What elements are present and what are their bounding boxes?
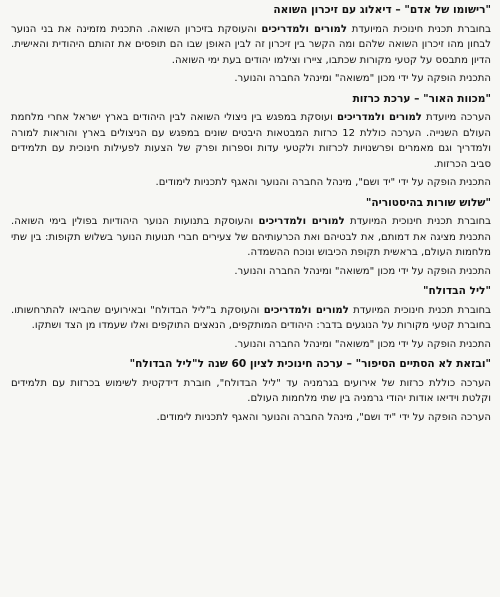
section-uvezot-lo-histayem [11, 357, 491, 425]
section-body: בחוברת תכנית חינוכית המיועדת למורים ולמדריכים והעוסקת ב"ליל הבדולח" ובאירועים שהביאו להתרחשותו. בחוברת קטעי מקורות על הנוגעים בדבר: היהודים המותקפים, הנאצים התוקפים ואלו שעמדו מן הצד ושתקו. [11, 304, 491, 331]
section-mikhvot-haor [11, 92, 491, 191]
section-reshumo-shel-adam [11, 3, 491, 87]
section-title: "רישומו של אדם" – דיאלוג עם זיכרון השואה [273, 4, 491, 16]
section-producer: התכנית הופקה על ידי "יד ושם", מינהל החברה והנוער והאגף לתכניות לימודים. [155, 177, 491, 188]
section-title: "שלוש שורות בהיסטוריה" [365, 196, 491, 209]
section-producer: התכנית הופקה על ידי מכון "משואה" ומינהל החברה והנוער. [234, 338, 491, 350]
section-title: "ובזאת לא הסתיים הסיפור" – ערכה חינוכית לציון 60 שנה ל"ליל הבדולח" [129, 358, 491, 370]
section-producer: הערכה הופקה על ידי "יד ושם", מינהל החברה והנוער והאגף לתכניות לימודים. [156, 411, 491, 423]
section-body: בחוברת תכנית חינוכית המיועדת למורים ולמדריכים והעוסקת בתנועות הנוער היהודיות בפולין בימי השואה. התכנית מציגה את דמותם, את לבטיהם ואת הכרעותיהם של צעירים חברי תנועות הנוער בשלוש תקופות: בין שתי מלחמות העולם, בראשית תקופת הכיבוש ונוכח ההשמדה. [11, 216, 491, 258]
section-body: הערכה כוללת כרזות של אירועים בגרמניה עד "ליל הבדולח", חוברת דידקטית לשימוש בכרזות עם תלמידים וקלטת וידיאו אודות יהודי גרמניה בין שתי מלחמות העולם. [11, 377, 491, 404]
section-shalosh-shurot [11, 196, 491, 280]
section-title: "ליל הבדולח" [423, 285, 491, 297]
section-body: הערכה מיועדת למורים ולמדריכים ועוסקת במפגש בין ניצולי השואה לבין היהודים בארץ ישראל אחרי מלחמת העולם השנייה. הערכה כוללת 12 כרזות המבטאות היבטים שונים במפגש עם הניצולים בארץ והוראות למורה ולמדריך וגם מאמרים ופרשנויות לכרזות ולקטעי עדות וספרות ופרק של הצעות לפעילות חינוכית עם תלמידים סביב הכרזות. [11, 112, 491, 170]
section-leil-habdolah [11, 284, 491, 352]
section-producer: התכנית הופקה על ידי מכון "משואה" ומינהל החברה והנוער. [234, 265, 491, 277]
section-body: בחוברת תכנית חינוכית המיועדת למורים ולמדריכים והעוסקת בזיכרון השואה. התכנית מזמינה את בני הנוער לבחון מהו זיכרון השואה שלהם ומה הקשר בין זיכרון זה לבין האופן שבו הם תופסים את זהותם היהודית והאישית. הדיון מתבסס על קטעי מקורות שכתבו, ציירו וצילמו יהודים בעת ימי השואה. [11, 23, 491, 66]
section-title: "מכוות האור" – ערכת כרזות [352, 92, 491, 105]
section-producer: התכנית הופקה על ידי מכון "משואה" ומינהל החברה והנוער. [234, 73, 491, 84]
